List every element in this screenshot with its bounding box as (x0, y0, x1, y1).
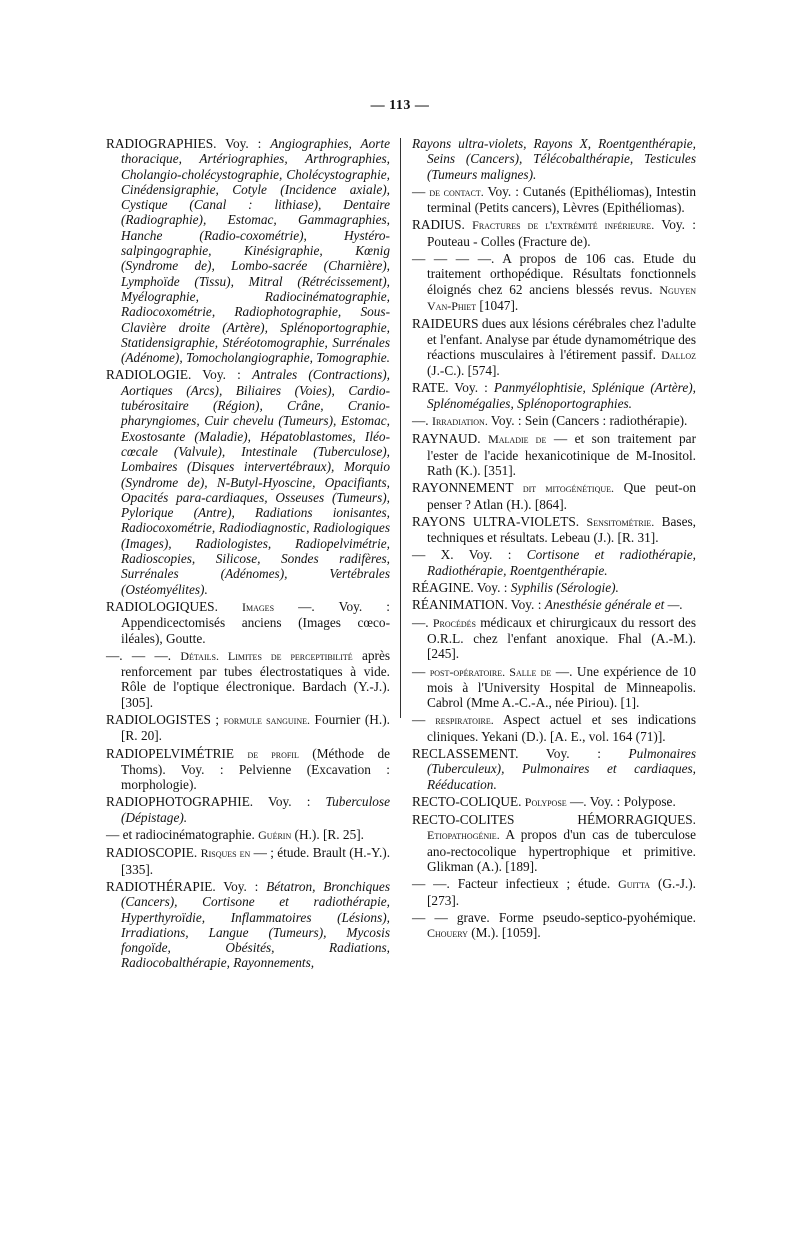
index-entry (412, 597, 696, 612)
entry-references: Angiographies, Aorte thoracique, Artériographies, Arthrographies, Cholangio-cholécystographie, Cholécystographie, Cinédensigraphie, Cotyle (Incidence axiale), Cystique (Canal : lithiase), Dentaire (Radiographie), Estomac, Gammagraphies, Hanche (Radio-coxométrie), Hystéro-salpingographie, Kinésigraphie, Kœnig (Syndrome de), Lombo-sacrée (Charnière), Lymphoïde (Tissu), Mitral (Rétrécissement), Myélographie, Radiocinématographie, Radiocoxométrie, Radiophotographie, Sous-Clavière droite (Artère), Splénoportographie, Statidensigraphie, Stéréotomographie, Surrénales (Adénome), Tomocholangiographie, Tomographie. (121, 136, 391, 366)
entry-heading: — (412, 183, 426, 199)
entry-text: Voy. : Cutanés (Epithéliomas), Intestin terminal (Petits cancers), Lèvres (Epithéliomas). (427, 183, 696, 216)
entry-subheading: respiratoire. (435, 713, 494, 728)
entry-text (234, 746, 247, 761)
index-entry (412, 184, 696, 216)
entry-references: Rayons ultra-violets, Rayons X, Roentgenthérapie, Seins (Cancers), Télécobalthérapie, Testicules (Tumeurs malignes). (412, 136, 696, 182)
entry-text: Voy. : Sein (Cancers : radiothérapie). (487, 413, 688, 429)
index-entry (412, 615, 696, 662)
entry-heading: RADIOLOGISTES ; (106, 711, 220, 727)
entry-heading: RADIOTHÉRAPIE. (106, 878, 216, 894)
index-entry (412, 480, 696, 512)
entry-heading: RÉAGINE. (412, 580, 474, 596)
entry-text: après renforcement par tubes électrostatiques à vide. Rôle de l'optique électronique. Bardach (Y.-J.). [305]. (121, 647, 391, 710)
entry-heading: RADIOLOGIQUES. (106, 598, 218, 614)
entry-heading: RADIOSCOPIE. (106, 845, 198, 861)
entry-text: (G.-J.). [273]. (427, 876, 697, 908)
entry-heading: — (412, 663, 426, 679)
entry-text: Aspect actuel et ses indications cliniques. Yekani (D.). [A. E., vol. 164 (71)]. (427, 712, 697, 744)
entry-heading: — —. (412, 876, 450, 892)
entry-text (481, 431, 488, 446)
index-entry (106, 794, 390, 825)
entry-heading: —. (412, 413, 429, 429)
page-number: — 113 — (370, 98, 430, 113)
entry-heading: — (106, 827, 120, 843)
index-entry (106, 845, 390, 877)
entry-text: Voy. : (448, 380, 494, 396)
index-entry (412, 380, 696, 411)
entry-text: grave. Forme pseudo-septico-pyohémique. (447, 909, 696, 925)
entry-references: Syphilis (Sérologie). (510, 580, 619, 596)
entry-references: Tuberculose (Dépistage). (121, 794, 390, 825)
entry-text: médicaux et chirurgicaux du ressort des O.R.L. chez l'enfant anoxique. Fhal (A.-M.). [245]. (427, 614, 697, 662)
entry-text: (H.). [R. 25]. (291, 827, 364, 843)
entry-heading: RECTO-COLIQUE. (412, 793, 522, 809)
entry-heading: RAYONS ULTRA-VIOLETS. (412, 513, 580, 529)
entry-text (218, 599, 242, 614)
entry-heading: RADIOLOGIE. (106, 367, 192, 383)
entry-subheading: Dalloz (661, 347, 696, 362)
entry-subheading: Images (242, 599, 275, 614)
index-entry (106, 599, 390, 646)
entry-subheading: de profil (247, 746, 299, 761)
entry-subheading: dit mitogénétique. (522, 481, 615, 496)
entry-heading: — — (412, 909, 448, 925)
index-entry (106, 648, 390, 710)
entry-heading: RADIUS. (412, 217, 465, 233)
entry-text (425, 712, 435, 727)
entry-subheading: Guérin (258, 828, 292, 843)
entry-heading: — X. (412, 547, 454, 563)
entry-subheading: formule sanguine. (223, 712, 311, 727)
entry-heading: RADIOGRAPHIES. (106, 136, 217, 151)
entry-text: dues aux lésions cérébrales chez l'adulte et l'enfant. Analyse par étude dynamométrique des réactions musculaires à l'étirement passif. (427, 316, 696, 362)
entry-subheading: Chouery (427, 926, 468, 941)
entry-text: Bases, techniques et résultats. Lebeau (J.). [R. 31]. (427, 513, 697, 546)
index-entry (106, 827, 390, 843)
entry-text: Voy. : (453, 547, 527, 563)
entry-text: — ; étude. Brault (H.-Y.). [335]. (121, 845, 391, 877)
entry-heading: RAYNAUD. (412, 431, 481, 447)
entry-text: Voy. : (518, 745, 629, 761)
entry-heading: —. (412, 614, 429, 630)
entry-subheading: Etiopathogénie. (427, 828, 500, 843)
index-entry (412, 316, 696, 378)
entry-text (513, 480, 523, 495)
index-entry (412, 217, 696, 249)
entry-subheading: Procédés (432, 615, 476, 630)
entry-heading: RAYONNEMENT (412, 480, 514, 496)
entry-text: Voy. : (473, 580, 511, 596)
index-entry (412, 413, 696, 429)
index-entry (412, 514, 696, 546)
entry-subheading: Détails. Limites de perceptibilité (180, 648, 353, 663)
entry-text: et radiocinématographie. (119, 827, 259, 843)
entry-subheading: Nguyen Van-Phiet (427, 282, 696, 313)
index-entry (106, 136, 390, 365)
index-entry (412, 712, 696, 744)
entry-subheading: Guitta (618, 877, 651, 892)
entry-heading: RÉANIMATION. (412, 597, 508, 613)
index-entry (412, 431, 696, 478)
entry-text: Voy. : (216, 136, 271, 151)
index-entry (106, 367, 390, 596)
entry-subheading: Polypose (524, 794, 567, 809)
index-entry (412, 794, 696, 810)
entry-heading: RECLASSEMENT. (412, 745, 519, 761)
entry-text: Voy. : (253, 794, 326, 810)
entry-text: —. Voy. : Polypose. (566, 793, 676, 809)
entry-references: Cortisone et radiothérapie, Radiothérapie, Roentgenthérapie. (427, 547, 696, 578)
entry-references: Panmyélophtisie, Splénique (Artère), Splénomégalies, Splénoportographies. (427, 380, 697, 411)
entry-heading: RADIOPHOTOGRAPHIE. (106, 794, 254, 810)
entry-heading: — — — —. (412, 251, 495, 267)
entry-text: Voy. : Pouteau - Colles (Fracture de). (427, 217, 696, 249)
entry-text: Facteur infectieux ; étude. (449, 876, 619, 892)
entry-text: A propos d'un cas de tuberculose ano-rectocolique hypertrophique et primitive. Glikman (A.). [189]. (427, 827, 696, 875)
index-entry (412, 547, 696, 578)
entry-text: (M.). [1059]. (467, 925, 541, 941)
index-entry (412, 876, 696, 908)
index-entry (412, 746, 696, 792)
entry-text (171, 648, 180, 663)
entry-text: Que peut-on penser ? Atlan (H.). [864]. (427, 480, 696, 512)
entry-text: Fournier (H.). [R. 20]. (121, 711, 390, 744)
entry-subheading: de contact. (429, 184, 484, 199)
index-entry (412, 812, 696, 874)
entry-references: Pulmonaires (Tuberculeux), Pulmonaires et cardiaques, Rééducation. (427, 745, 696, 792)
entry-text: —. Voy. : Appendicectomisés anciens (Images cœco-iléales), Goutte. (121, 598, 390, 646)
entry-text: — et son traitement par l'ester de l'acide hexanicotinique de M-Inositol. Rath (K.). [351]. (427, 431, 696, 478)
entry-heading: — (412, 712, 426, 728)
entry-references: Anesthésie générale et —. (544, 597, 683, 613)
entry-subheading: Risques en (200, 846, 251, 861)
entry-heading: RECTO-COLITES HÉMORRAGIQUES. (412, 812, 696, 828)
index-entry (412, 580, 696, 595)
index-entry (412, 910, 696, 942)
entry-text: A propos de 106 cas. Etude du traitement orthopédique. Résultats fonctionnels éloignés chez 62 anciens blessés revus. (427, 251, 696, 297)
entry-references: Antrales (Contractions), Aortiques (Arcs), Biliaires (Voies), Cardio-tubérositaire (Région), Crâne, Cranio-pharyngiomes, Cuir chevelu (Tumeurs), Estomac, Exostosante (Maladie), Hépatoblastomes, Iléo-cœcale (Valvule), Intestinale (Tuberculose), Lombaires (Disques intervertébraux), Morquio (Syndrome de), N-Butyl-Hyoscine, Opacifiants, Opacités para-cardiaques, Osseuses (Tumeurs), Pylorique (Antre), Radiations ionisantes, Radiocoxométrie, Radiodiagnostic, Radiologiques (Images), Radiologistes, Radiopelvimétrie, Radioscopies, Silicose, Sondes radifères, Surrénales (Adénomes), Vertébrales (Ostéomyélites). (121, 367, 391, 597)
entry-text: Voy. : (191, 367, 253, 383)
entry-heading: —. — —. (106, 647, 172, 663)
entry-text: [1047]. (476, 297, 519, 313)
index-entry (412, 136, 696, 182)
entry-subheading: Irradiation. (431, 414, 488, 429)
entry-subheading: post-opératoire. Salle de (429, 664, 552, 679)
index-entry (106, 879, 390, 971)
entry-subheading: Fractures de l'extrémité inférieure. (472, 218, 655, 233)
entry-references: Bétatron, Bronchiques (Cancers), Cortisone et radiothérapie, Hyperthyroïdie, Inflammatoires (Lésions), Irradiations, Langue (Tumeurs), Mycosis fongoïde, Obésités, Radiations, Radiocobalthérapie, Rayonnements, (121, 878, 390, 971)
entry-text: (Méthode de Thoms). Voy. : Pelvienne (Excavation : morphologie). (121, 745, 390, 793)
index-entry (412, 251, 696, 314)
entry-subheading: Maladie de (488, 432, 547, 447)
entry-text: Voy. : (215, 878, 267, 894)
entry-subheading: Sensitométrie. (586, 514, 655, 529)
index-entry (106, 712, 390, 744)
right-column (412, 136, 696, 944)
entry-text (579, 514, 586, 529)
index-entry (106, 746, 390, 793)
entry-heading: RAIDEURS (412, 316, 479, 332)
column-divider (400, 138, 401, 718)
entry-text: (J.-C.). [574]. (427, 363, 500, 379)
entry-heading: RATE. (412, 380, 449, 396)
entry-text: —. Une expérience de 10 mois à l'University Hospital de Minneapolis. Cabrol (Mme A.-C.-A., née Piriou). [1]. (427, 663, 696, 711)
index-entry (412, 664, 696, 711)
entry-text: Voy. : (507, 597, 545, 613)
entry-heading: RADIOPELVIMÉTRIE (106, 745, 235, 761)
left-column (106, 136, 390, 973)
